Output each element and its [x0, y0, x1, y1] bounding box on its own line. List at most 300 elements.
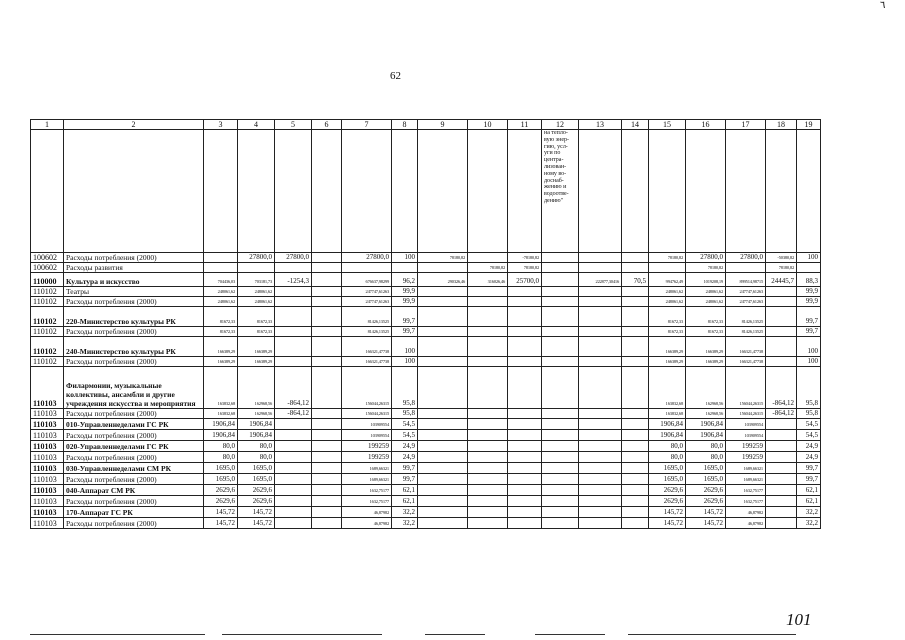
cell-col-11 [508, 297, 542, 307]
row-label: Расходы развития [64, 263, 204, 273]
cell-col-4: 145,72 [238, 507, 275, 518]
cell-col-13 [579, 419, 622, 430]
cell-col-3: 248061,62 [204, 297, 238, 307]
cell-col-13 [579, 287, 622, 297]
cell-col-12 [542, 441, 579, 452]
cell-col-12 [542, 430, 579, 441]
header-col-16: 16 [686, 120, 726, 130]
cell-col-12 [542, 518, 579, 529]
cell-col-12 [542, 337, 579, 357]
table-row [31, 485, 821, 496]
cell-col-11: -78180,82 [508, 253, 542, 263]
cell-col-15: 1906,84 [649, 430, 686, 441]
cell-col-6 [312, 307, 342, 327]
cell-col-5 [275, 452, 312, 463]
header-gap-cell [508, 130, 542, 253]
cell-col-8 [392, 263, 418, 273]
cell-col-16: 1695,0 [686, 463, 726, 474]
cell-col-15: 166389,29 [649, 357, 686, 367]
row-code: 110103 [31, 496, 64, 507]
cell-col-17: 199259 [726, 452, 766, 463]
cell-col-9 [418, 357, 468, 367]
cell-col-10 [468, 430, 508, 441]
cell-col-14: 70,5 [622, 273, 649, 287]
row-code: 110103 [31, 507, 64, 518]
header-gap-cell [649, 130, 686, 253]
cell-col-5 [275, 474, 312, 485]
cell-col-5 [275, 419, 312, 430]
cell-col-6 [312, 409, 342, 419]
row-code: 110103 [31, 441, 64, 452]
cell-col-12 [542, 419, 579, 430]
cell-col-18 [766, 496, 797, 507]
header-row [31, 120, 821, 130]
cell-col-4: 248061,62 [238, 297, 275, 307]
cell-col-18: -50380,82 [766, 253, 797, 263]
cell-col-7: 1632,75177 [342, 496, 392, 507]
cell-col-14 [622, 357, 649, 367]
cell-col-9 [418, 485, 468, 496]
cell-col-13 [579, 327, 622, 337]
cell-col-4: 1695,0 [238, 474, 275, 485]
cell-col-15: 145,72 [649, 507, 686, 518]
cell-col-19: 62,1 [797, 496, 821, 507]
row-code: 110102 [31, 297, 64, 307]
cell-col-5 [275, 263, 312, 273]
cell-col-5 [275, 287, 312, 297]
cell-col-15 [649, 263, 686, 273]
cell-col-16: 162968,56 [686, 367, 726, 409]
cell-col-5: -1254,3 [275, 273, 312, 287]
header-col-14: 14 [622, 120, 649, 130]
cell-col-16: 2629,6 [686, 496, 726, 507]
bottom-rule [425, 634, 485, 635]
cell-col-12 [542, 297, 579, 307]
cell-col-3: 80,0 [204, 441, 238, 452]
header-gap-cell [542, 130, 579, 253]
page-number: 62 [390, 70, 401, 82]
header-col-3: 3 [204, 120, 238, 130]
row-label: 040-Аппарат СМ РК [64, 485, 204, 496]
cell-col-18 [766, 441, 797, 452]
cell-col-16: 145,72 [686, 518, 726, 529]
cell-col-17: 46,87982 [726, 507, 766, 518]
bottom-rule [535, 634, 605, 635]
cell-col-17 [726, 263, 766, 273]
cell-col-17: 1632,75177 [726, 496, 766, 507]
cell-col-10 [468, 507, 508, 518]
header-col-19: 19 [797, 120, 821, 130]
cell-col-15: 1906,84 [649, 419, 686, 430]
row-label: Расходы потребления (2000) [64, 452, 204, 463]
cell-col-8: 99,7 [392, 474, 418, 485]
cell-col-10 [468, 452, 508, 463]
cell-col-9 [418, 518, 468, 529]
cell-col-3: 248061,62 [204, 287, 238, 297]
cell-col-19: 24,9 [797, 441, 821, 452]
cell-col-11 [508, 430, 542, 441]
cell-col-5 [275, 485, 312, 496]
cell-col-10 [468, 253, 508, 263]
cell-col-13 [579, 485, 622, 496]
row-label: Расходы потребления (2000) [64, 430, 204, 441]
cell-col-7: 199259 [342, 441, 392, 452]
row-label: Театры [64, 287, 204, 297]
row-label: 240-Министерство культуры РК [64, 337, 204, 357]
row-code: 110000 [31, 273, 64, 287]
cell-col-6 [312, 419, 342, 430]
cell-col-9 [418, 474, 468, 485]
cell-col-9 [418, 337, 468, 357]
row-label: Расходы потребления (2000) [64, 496, 204, 507]
cell-col-13 [579, 496, 622, 507]
bottom-rule [628, 634, 796, 635]
row-label: Филармонии, музыкальные коллективы, ансамбли и другие учреждения искусства и мероприятия [64, 367, 204, 409]
cell-col-18 [766, 518, 797, 529]
row-code: 110103 [31, 518, 64, 529]
cell-col-9 [418, 287, 468, 297]
cell-col-7 [342, 263, 392, 273]
cell-col-7: 46,87982 [342, 507, 392, 518]
cell-col-5 [275, 507, 312, 518]
row-label: Расходы потребления (2000) [64, 327, 204, 337]
cell-col-17: 1689,66321 [726, 474, 766, 485]
row-code: 110103 [31, 419, 64, 430]
cell-col-17: 81426,13525 [726, 307, 766, 327]
cell-col-9 [418, 263, 468, 273]
table-row [31, 357, 821, 367]
header-gap-cell [31, 130, 64, 253]
cell-col-8: 24,9 [392, 452, 418, 463]
row-code: 110103 [31, 485, 64, 496]
cell-col-11 [508, 337, 542, 357]
table-row [31, 452, 821, 463]
cell-col-9 [418, 409, 468, 419]
cell-col-3: 1695,0 [204, 463, 238, 474]
col12-note-line: жению и [544, 184, 567, 191]
table-row [31, 253, 821, 263]
cell-col-4: 162968,56 [238, 367, 275, 409]
cell-col-8: 32,2 [392, 518, 418, 529]
cell-col-15: 80,0 [649, 452, 686, 463]
cell-col-12 [542, 307, 579, 327]
cell-col-19: 54,5 [797, 419, 821, 430]
header-gap-cell [797, 130, 821, 253]
cell-col-15: 2629,6 [649, 496, 686, 507]
cell-col-6 [312, 452, 342, 463]
cell-col-19: 99,7 [797, 474, 821, 485]
row-code: 110103 [31, 474, 64, 485]
cell-col-6 [312, 337, 342, 357]
header-col-1: 1 [31, 120, 64, 130]
cell-col-9 [418, 307, 468, 327]
header-gap-cell [238, 130, 275, 253]
cell-col-19: 100 [797, 357, 821, 367]
cell-col-6 [312, 367, 342, 409]
bottom-rule [30, 634, 205, 635]
cell-col-17: 1632,75177 [726, 485, 766, 496]
cell-col-10 [468, 419, 508, 430]
cell-col-16: 1695,0 [686, 474, 726, 485]
cell-col-19: 99,9 [797, 297, 821, 307]
table-row [31, 419, 821, 430]
header-gap-cell [392, 130, 418, 253]
header-gap-cell [275, 130, 312, 253]
cell-col-15: 248061,62 [649, 287, 686, 297]
cell-col-12 [542, 327, 579, 337]
cell-col-11 [508, 419, 542, 430]
table-row [31, 327, 821, 337]
cell-col-10 [468, 337, 508, 357]
budget-table [30, 119, 821, 529]
cell-col-16: 1019208,19 [686, 273, 726, 287]
header-gap-cell [622, 130, 649, 253]
cell-col-8: 99,9 [392, 297, 418, 307]
cell-col-16: 166389,29 [686, 357, 726, 367]
cell-col-13 [579, 297, 622, 307]
cell-col-14 [622, 463, 649, 474]
row-code: 110102 [31, 307, 64, 327]
cell-col-6 [312, 273, 342, 287]
cell-col-6 [312, 327, 342, 337]
cell-col-16: 166389,29 [686, 337, 726, 357]
cell-col-12 [542, 263, 579, 273]
cell-col-6 [312, 474, 342, 485]
cell-col-3: 2629,6 [204, 485, 238, 496]
cell-col-13 [579, 507, 622, 518]
cell-col-14 [622, 253, 649, 263]
cell-col-18 [766, 507, 797, 518]
cell-col-10 [468, 463, 508, 474]
cell-col-13 [579, 263, 622, 273]
cell-col-3 [204, 253, 238, 263]
cell-col-5: -864,12 [275, 367, 312, 409]
cell-col-12 [542, 507, 579, 518]
cell-col-19: 99,9 [797, 287, 821, 297]
cell-col-13 [579, 253, 622, 263]
cell-col-17: 27800,0 [726, 253, 766, 263]
cell-col-19: 54,5 [797, 430, 821, 441]
cell-col-3 [204, 263, 238, 273]
cell-col-16: 80,0 [686, 441, 726, 452]
cell-col-14 [622, 287, 649, 297]
cell-col-19: 100 [797, 253, 821, 263]
cell-col-5 [275, 496, 312, 507]
row-label: 170-Аппарат ГС РК [64, 507, 204, 518]
cell-col-14 [622, 367, 649, 409]
cell-col-19: 99,7 [797, 327, 821, 337]
header-gap-row [31, 130, 821, 253]
cell-col-4: 1695,0 [238, 463, 275, 474]
bottom-rule [222, 634, 382, 635]
cell-col-7: 199259 [342, 452, 392, 463]
cell-col-13 [579, 367, 622, 409]
cell-col-18 [766, 297, 797, 307]
cell-col-6 [312, 297, 342, 307]
cell-col-14 [622, 452, 649, 463]
cell-col-17: 156044,26315 [726, 367, 766, 409]
cell-col-12 [542, 463, 579, 474]
cell-col-19: 32,2 [797, 518, 821, 529]
cell-col-17: 199259 [726, 441, 766, 452]
cell-col-11 [508, 485, 542, 496]
cell-col-3: 2629,6 [204, 496, 238, 507]
cell-col-19: 100 [797, 337, 821, 357]
cell-col-7: 1689,66321 [342, 463, 392, 474]
cell-col-13 [579, 518, 622, 529]
cell-col-7: 676637,98299 [342, 273, 392, 287]
cell-col-7: 81426,13525 [342, 327, 392, 337]
cell-col-3: 81672,33 [204, 327, 238, 337]
cell-col-16: 80,0 [686, 452, 726, 463]
cell-col-12 [542, 474, 579, 485]
table-row [31, 441, 821, 452]
cell-col-3: 163832,68 [204, 409, 238, 419]
cell-col-16: 27800,0 [686, 253, 726, 263]
cell-col-18 [766, 327, 797, 337]
cell-col-18 [766, 287, 797, 297]
cell-col-5 [275, 307, 312, 327]
cell-col-17: 166321,47738 [726, 357, 766, 367]
header-gap-cell [342, 130, 392, 253]
cell-col-7: 166321,47738 [342, 357, 392, 367]
cell-col-7: 1632,75177 [342, 485, 392, 496]
cell-col-13 [579, 337, 622, 357]
cell-col-9 [418, 327, 468, 337]
cell-col-12 [542, 253, 579, 263]
cell-col-15: 248061,62 [649, 297, 686, 307]
cell-col-4: 81672,33 [238, 307, 275, 327]
cell-col-19: 32,2 [797, 507, 821, 518]
cell-col-9 [418, 507, 468, 518]
cell-col-10 [468, 357, 508, 367]
cell-col-15: 166389,29 [649, 337, 686, 357]
col12-note-line: центра- [544, 157, 564, 164]
row-label: 030-Управленнеделами СМ РК [64, 463, 204, 474]
col12-note-line: на тепло- [544, 130, 568, 136]
cell-col-8: 96,2 [392, 273, 418, 287]
cell-col-13 [579, 357, 622, 367]
cell-col-7: 156044,26315 [342, 409, 392, 419]
table-row [31, 307, 821, 327]
cell-col-8: 24,9 [392, 441, 418, 452]
cell-col-18 [766, 430, 797, 441]
table-row [31, 287, 821, 297]
header-col-17: 17 [726, 120, 766, 130]
cell-col-14 [622, 327, 649, 337]
row-label: Расходы потребления (2000) [64, 297, 204, 307]
cell-col-4: 1906,84 [238, 419, 275, 430]
row-code: 110103 [31, 367, 64, 409]
cell-col-19: 88,3 [797, 273, 821, 287]
cell-col-18 [766, 419, 797, 430]
row-code: 110103 [31, 430, 64, 441]
cell-col-6 [312, 441, 342, 452]
cell-col-14 [622, 518, 649, 529]
cell-col-13 [579, 452, 622, 463]
cell-col-6 [312, 507, 342, 518]
cell-col-7: 46,87982 [342, 518, 392, 529]
cell-col-18: -864,12 [766, 367, 797, 409]
header-col-18: 18 [766, 120, 797, 130]
cell-col-17: 81426,13525 [726, 327, 766, 337]
header-gap-cell [204, 130, 238, 253]
cell-col-15: 81672,33 [649, 307, 686, 327]
cell-col-18 [766, 485, 797, 496]
table-row [31, 518, 821, 529]
cell-col-5 [275, 463, 312, 474]
cell-col-7: 1689,66321 [342, 474, 392, 485]
cell-col-8: 62,1 [392, 496, 418, 507]
cell-col-3: 145,72 [204, 507, 238, 518]
cell-col-9 [418, 419, 468, 430]
cell-col-8: 99,9 [392, 287, 418, 297]
cell-col-4: 703181,73 [238, 273, 275, 287]
cell-col-9: 290326,46 [418, 273, 468, 287]
cell-col-13 [579, 430, 622, 441]
cell-col-3: 163832,68 [204, 367, 238, 409]
col12-note-line: вую энер- [544, 136, 570, 143]
row-label: 220-Министерство культуры РК [64, 307, 204, 327]
row-label: Культура и искусство [64, 273, 204, 287]
cell-col-11 [508, 367, 542, 409]
cell-col-15: 78180,82 [649, 253, 686, 263]
cell-col-14 [622, 409, 649, 419]
cell-col-5: 27800,0 [275, 253, 312, 263]
cell-col-16: 162968,56 [686, 409, 726, 419]
cell-col-9 [418, 367, 468, 409]
cell-col-11: 78180,82 [508, 263, 542, 273]
cell-col-13 [579, 441, 622, 452]
cell-col-13: 222877,30416 [579, 273, 622, 287]
cell-col-6 [312, 263, 342, 273]
cell-col-16: 248061,62 [686, 297, 726, 307]
row-label: Расходы потребления (2000) [64, 474, 204, 485]
cell-col-17: 899514,98715 [726, 273, 766, 287]
cell-col-11 [508, 474, 542, 485]
col12-note-line: гию, усл- [544, 143, 568, 150]
cell-col-7: 166321,47738 [342, 337, 392, 357]
cell-col-19: 99,7 [797, 307, 821, 327]
header-col-9: 9 [418, 120, 468, 130]
cell-col-3: 145,72 [204, 518, 238, 529]
header-gap-cell [766, 130, 797, 253]
header-gap-cell [726, 130, 766, 253]
cell-col-8: 100 [392, 253, 418, 263]
table-row [31, 297, 821, 307]
cell-col-15: 80,0 [649, 441, 686, 452]
col12-note-line: ному во- [544, 170, 567, 177]
cell-col-10: 316026,46 [468, 273, 508, 287]
header-gap-cell [64, 130, 204, 253]
cell-col-14 [622, 496, 649, 507]
row-code: 110102 [31, 287, 64, 297]
cell-col-10 [468, 441, 508, 452]
cell-col-19: 24,9 [797, 452, 821, 463]
cell-col-16: 2629,6 [686, 485, 726, 496]
row-code: 100602 [31, 253, 64, 263]
cell-col-6 [312, 253, 342, 263]
cell-col-8: 99,7 [392, 463, 418, 474]
cell-col-6 [312, 357, 342, 367]
cell-col-19: 95,8 [797, 409, 821, 419]
cell-col-5 [275, 441, 312, 452]
col12-note-line: лизован- [544, 163, 567, 170]
cell-col-6 [312, 518, 342, 529]
cell-col-18: -864,12 [766, 409, 797, 419]
cell-col-5 [275, 357, 312, 367]
cell-col-16: 145,72 [686, 507, 726, 518]
